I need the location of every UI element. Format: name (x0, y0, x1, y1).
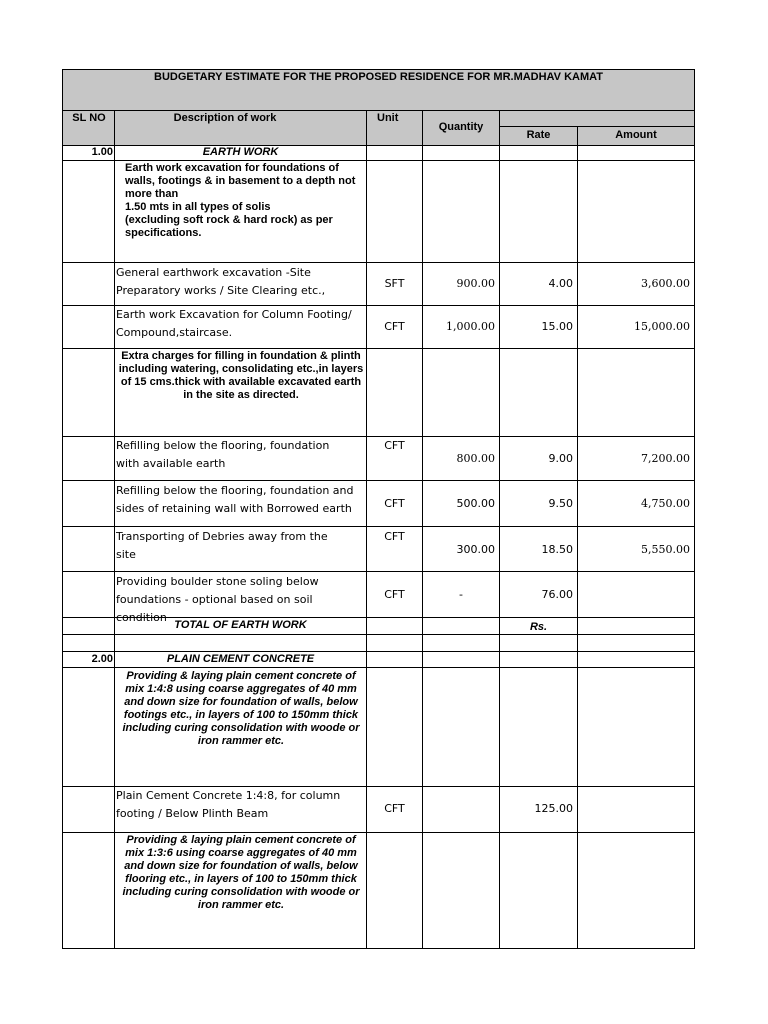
rule (63, 832, 695, 833)
item-rate: 15.00 (541, 320, 573, 333)
item-unit: SFT (384, 277, 405, 290)
rule (63, 651, 695, 652)
item-unit: CFT (384, 802, 405, 815)
document-title: BUDGETARY ESTIMATE FOR THE PROPOSED RESIDENCE FOR MR.MADHAV KAMAT (154, 71, 603, 83)
rule (499, 110, 500, 949)
rule (63, 634, 695, 635)
section-intro: Providing & laying plain cement concrete of mix 1:3:6 using coarse aggregates of 40 mm and down size for foundation of walls, below flooring etc., in layers of 100 to 150mm thick including curing consolidation with woode or iron rammer etc. (122, 834, 360, 911)
header-sl-no: SL NO (72, 112, 106, 124)
item-description: General earthwork excavation -Site Preparatory works / Site Clearing etc., (116, 266, 326, 297)
item-quantity: - (459, 588, 463, 601)
header-quantity: Quantity (438, 121, 484, 133)
item-rate: 9.50 (548, 497, 573, 510)
header-rate: Rate (526, 129, 551, 141)
item-description: Plain Cement Concrete 1:4:8, for column footing / Below Plinth Beam (116, 789, 341, 820)
rule (114, 110, 115, 949)
item-amount: 4,750.00 (641, 497, 690, 510)
rule (63, 667, 695, 668)
item-description: Refilling below the flooring, foundation with available earth (116, 439, 330, 470)
item-rate: 9.00 (548, 452, 573, 465)
item-amount: 3,600.00 (641, 277, 690, 290)
item-unit: CFT (384, 497, 405, 510)
total-label: TOTAL OF EARTH WORK (174, 619, 307, 631)
section-intro: Earth work excavation for foundations of walls, footings & in basement to a depth not more than 1.50 mts in all types of solis (excluding soft rock & hard rock) as per specifications. (125, 162, 356, 239)
item-amount: 5,550.00 (641, 543, 690, 556)
extra-charges-note: Extra charges for filling in foundation & plinth including watering, consolidating etc.,in layers of 15 cms.thick with available excavated earth in the site as directed. (118, 350, 364, 401)
rule (499, 126, 695, 127)
rule (577, 126, 578, 949)
item-unit: CFT (384, 439, 405, 452)
header-unit: Unit (377, 112, 399, 124)
section-title: PLAIN CEMENT CONCRETE (166, 653, 315, 665)
item-unit: CFT (384, 320, 405, 333)
rule (63, 160, 695, 161)
total-currency: Rs. (529, 621, 548, 633)
section-title: EARTH WORK (202, 146, 279, 158)
item-unit: CFT (384, 530, 405, 543)
item-rate: 125.00 (534, 802, 573, 815)
rule (63, 262, 695, 263)
rule (63, 480, 695, 481)
rule (694, 69, 695, 949)
item-rate: 18.50 (541, 543, 573, 556)
item-description: Transporting of Debries away from the site (116, 530, 328, 561)
item-quantity: 1,000.00 (446, 320, 495, 333)
item-amount: 7,200.00 (641, 452, 690, 465)
item-unit: CFT (384, 588, 405, 601)
item-rate: 76.00 (541, 588, 573, 601)
item-rate: 4.00 (548, 277, 573, 290)
item-quantity: 300.00 (456, 543, 495, 556)
rule (63, 110, 695, 111)
rule (63, 948, 695, 949)
item-amount: 15,000.00 (634, 320, 690, 333)
rule (63, 571, 695, 572)
rule (62, 69, 63, 949)
item-quantity: 500.00 (456, 497, 495, 510)
item-quantity: 900.00 (456, 277, 495, 290)
rule (422, 110, 423, 949)
header-amount: Amount (615, 129, 657, 141)
section-number: 1.00 (91, 146, 113, 158)
item-description: Refilling below the flooring, foundation and sides of retaining wall with Borrowed earth (116, 484, 354, 515)
item-description: Providing boulder stone soling below foundations - optional based on soil condition (116, 575, 319, 624)
section-intro: Providing & laying plain cement concrete of mix 1:4:8 using coarse aggregates of 40 mm and down size for foundation of walls, below footings etc., in layers of 100 to 150mm thick including curing consolidation with woode or iron rammer etc. (122, 670, 360, 747)
section-number: 2.00 (91, 653, 113, 665)
rule (63, 526, 695, 527)
header-description: Description of work (173, 112, 277, 124)
item-quantity: 800.00 (456, 452, 495, 465)
rule (63, 348, 695, 349)
item-description: Earth work Excavation for Column Footing/ Compound,staircase. (116, 308, 352, 339)
